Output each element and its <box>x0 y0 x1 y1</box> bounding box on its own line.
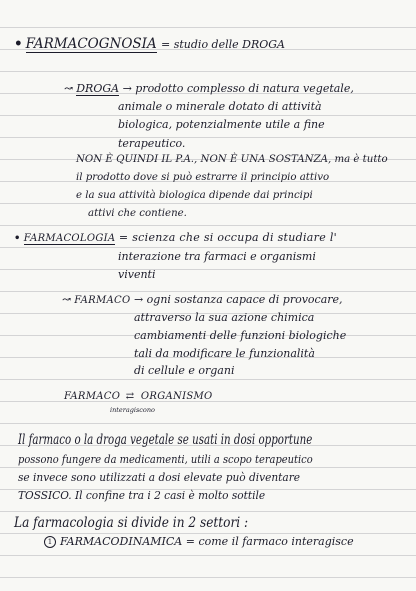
farmaco-definition-1: → ogni sostanza capace di provocare, <box>133 293 343 306</box>
farmaco-line <box>62 293 343 308</box>
bullet-icon: • <box>14 233 21 244</box>
droga-line <box>64 82 354 96</box>
farmaco-definition-3: cambiamenti delle funzioni biologiche <box>134 329 347 342</box>
droga-definition-4: terapeutico. <box>118 137 186 150</box>
farmaco-definition-2: attraverso la sua azione chimica <box>134 311 315 324</box>
bullet-icon: • <box>14 36 23 52</box>
paragraph-line-3: se invece sono utilizzati a dosi elevate può diventare <box>18 471 300 484</box>
droga-note-4: attivi che contiene. <box>88 208 187 219</box>
arrow-icon: ↝ <box>64 82 74 95</box>
farmaco-organismo-line <box>64 390 213 404</box>
droga-note-3: e la sua attività biologica dipende dai principi <box>76 190 313 201</box>
droga-definition-2: animale o minerale dotato di attività <box>118 100 322 113</box>
label-interagiscono: interagiscono <box>110 406 155 414</box>
paragraph-line-4: TOSSICO. Il confine tra i 2 casi è molto sottile <box>18 489 266 502</box>
definition-farmacognosia: = studio delle DROGA <box>161 38 286 51</box>
definition-farmacologia-2: interazione tra farmaci e organismi <box>118 250 316 263</box>
definition-farmacologia-3: viventi <box>118 268 156 281</box>
section-intro: La farmacologia si divide in 2 settori : <box>14 515 249 531</box>
droga-note-1: NON È QUINDI IL P.A., NON È UNA SOSTANZA, ma è tutto <box>76 154 388 165</box>
farmacodinamica-text: FARMACODINAMICA = come il farmaco interagisce <box>60 535 354 548</box>
label-organismo: ORGANISMO <box>140 391 213 402</box>
term-droga: DROGA <box>76 82 120 95</box>
droga-note-2: il prodotto dove si può estrarre il principio attivo <box>76 172 330 183</box>
paragraph-line-2: possono fungere da medicamenti, utili a scopo terapeutico <box>18 453 313 466</box>
label-farmaco: FARMACO <box>64 391 121 402</box>
term-farmacognosia: FARMACOGNOSIA <box>25 36 157 52</box>
droga-definition-1: → prodotto complesso di natura vegetale, <box>122 82 354 95</box>
double-arrow-icon: ⇄ <box>125 391 135 402</box>
term-farmacologia: FARMACOLOGIA <box>23 233 116 244</box>
farmaco-definition-5: di cellule e organi <box>134 364 235 377</box>
farmaco-definition-4: tali da modificare le funzionalità <box>134 347 315 360</box>
heading-farmacognosia <box>14 37 285 52</box>
definition-farmacologia-1: = scienza che si occupa di studiare l' <box>118 231 337 244</box>
arrow-icon: ↝ <box>62 293 72 306</box>
paragraph-line-1: Il farmaco o la droga vegetale se usati in dosi opportune <box>18 432 313 448</box>
number-circle-icon: 1 <box>44 536 56 548</box>
list-item-farmacodinamica <box>44 535 354 549</box>
heading-farmacologia <box>14 231 337 246</box>
term-farmaco: FARMACO <box>74 295 131 306</box>
droga-definition-3: biologica, potenzialmente utile a fine <box>118 118 325 131</box>
